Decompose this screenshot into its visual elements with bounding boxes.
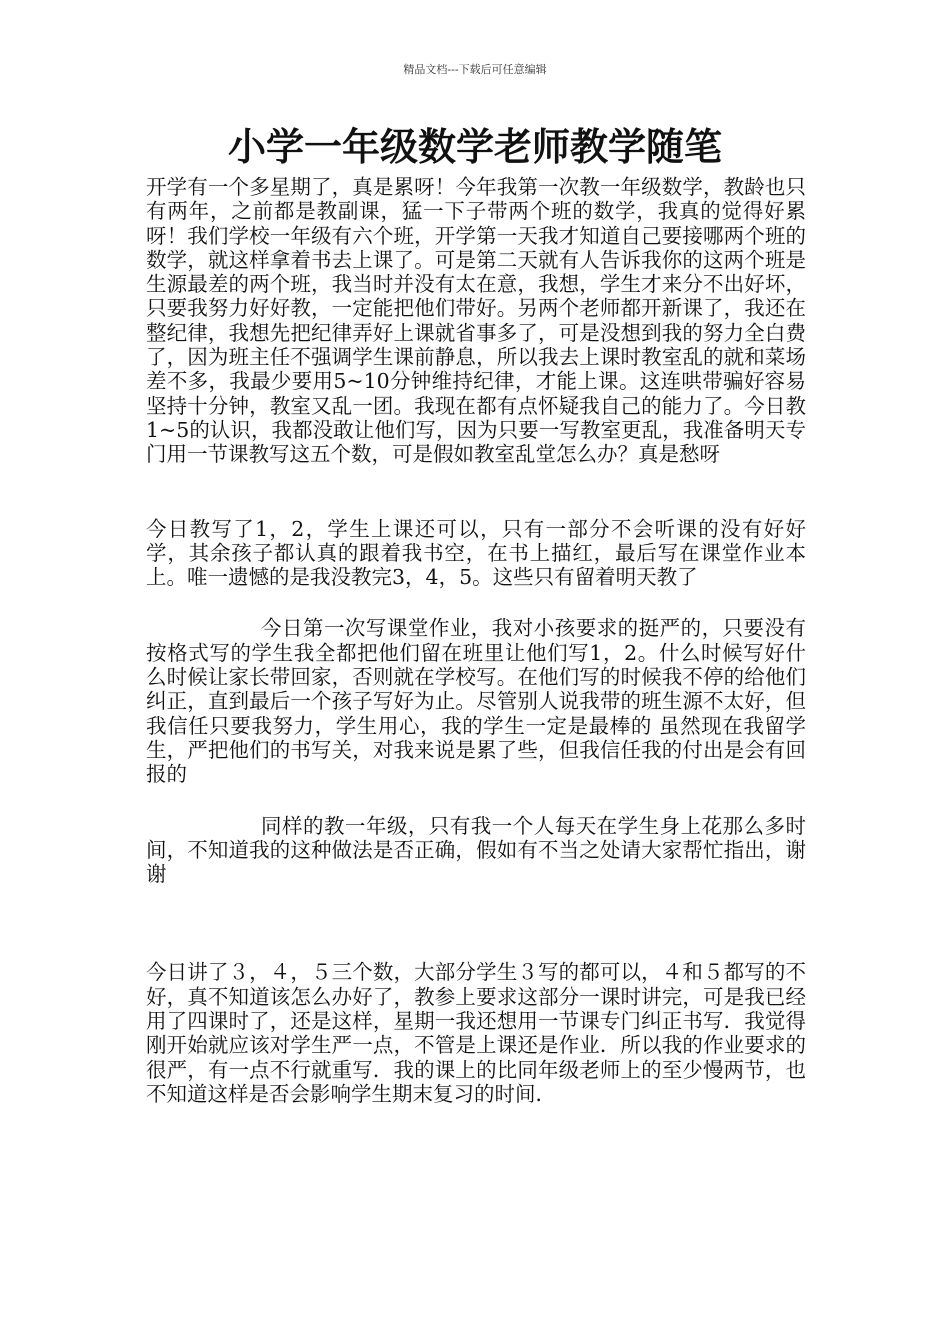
paragraph-spacer [146, 467, 806, 517]
paragraph-spacer [146, 787, 806, 814]
paragraph-1: 开学有一个多星期了，真是累呀！今年我第一次教一年级数学，教龄也只有两年，之前都是教副课，猛一下子带两个班的数学，我真的觉得好累呀！我们学校一年级有六个班，开学第一天我才知道自己要接哪两个班的数学，就这样拿着书去上课了。可是第二天就有人告诉我你的这两个班是生源最差的两个班，我当时并没有太在意，我想，学生才来分不出好坏，只要我努力好好教，一定能把他们带好。另两个老师都开新课了，我还在整纪律，我想先把纪律弄好上课就省事多了，可是没想到我的努力全白费了，因为班主任不强调学生课前静息，所以我去上课时教室乱的就和菜场差不多，我最少要用5~10分钟维持纪律，才能上课。这连哄带骗好容易坚持十分钟，教室又乱一团。我现在都有点怀疑我自己的能力了。今日教1~5的认识，我都没敢让他们写，因为只要一写教室更乱，我准备明天专门用一节课教写这五个数，可是假如教室乱堂怎么办？真是愁呀 [146, 175, 806, 467]
paragraph-3: 今日第一次写课堂作业，我对小孩要求的挺严的，只要没有按格式写的学生我全都把他们留在班里让他们写1，2。什么时候写好什么时候让家长带回家，否则就在学校写。在他们写的时候我不停的给他们纠正，直到最后一个孩子写好为止。尽管别人说我带的班生源不太好，但我信任只要我努力，学生用心，我的学生一定是最棒的 虽然现在我留学生，严把他们的书写关，对我来说是累了些，但我信任我的付出是会有回报的 [146, 616, 806, 787]
paragraph-spacer [146, 589, 806, 616]
paragraph-4: 同样的教一年级，只有我一个人每天在学生身上花那么多时间，不知道我的这种做法是否正确，假如有不当之处请大家帮忙指出，谢谢 [146, 813, 806, 887]
document-body [146, 175, 806, 1106]
paragraph-spacer [146, 886, 806, 960]
document-title: 小学一年级数学老师教学随笔 [227, 124, 722, 169]
paragraph-5: 今日讲了３，４，５三个数，大部分学生３写的都可以，４和５都写的不好，真不知道该怎么办好了，教参上要求这部分一课时讲完，可是我已经用了四课时了，还是这样，星期一我还想用一节课专门纠正书写．我觉得刚开始就应该对学生严一点，不管是上课还是作业．所以我的作业要求的很严，有一点不行就重写．我的课上的比同年级老师上的至少慢两节，也不知道这样是否会影响学生期末复习的时间． [146, 960, 806, 1106]
paragraph-2: 今日教写了1，2，学生上课还可以，只有一部分不会听课的没有好好学，其余孩子都认真的跟着我书空，在书上描红，最后写在课堂作业本上。唯一遗憾的是我没教完3，4，5。这些只有留着明天教了 [146, 516, 806, 590]
page-header: 精品文档---下载后可任意编辑 [403, 63, 547, 76]
